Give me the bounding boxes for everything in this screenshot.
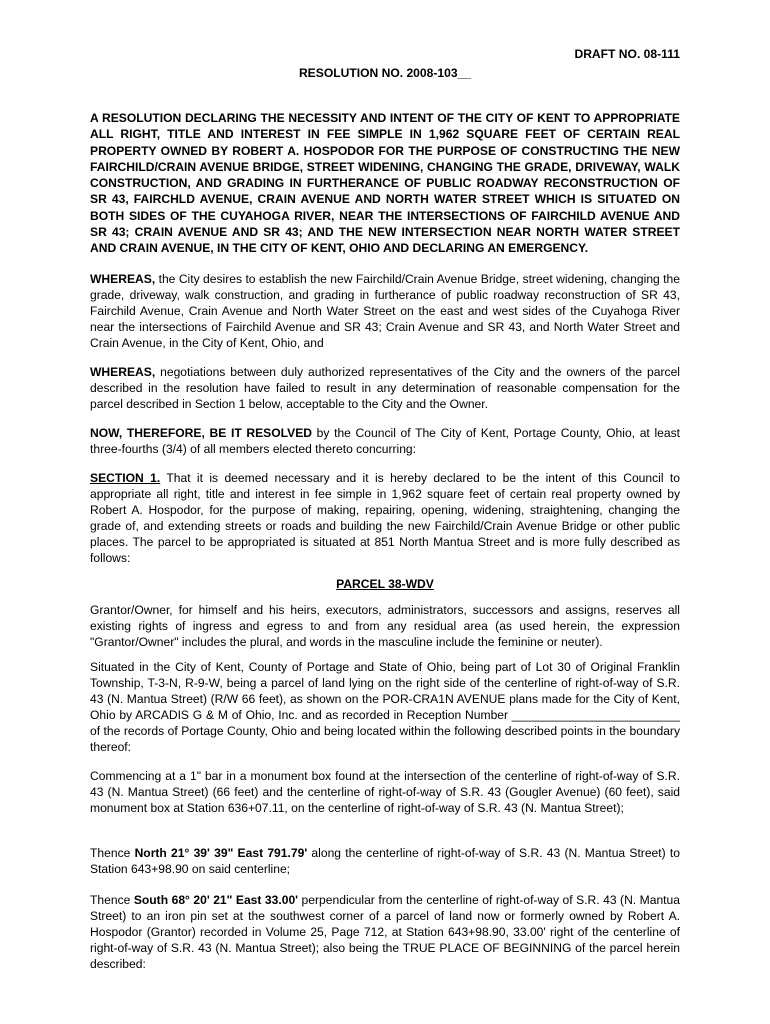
situated-paragraph: Situated in the City of Kent, County of Portage and State of Ohio, being part of Lot 30 of Original Franklin Township, T-3-N, R-9-W, being a parcel of land lying on the right side of the centerline of right-of-way of S.R. 43 (N. Mantua Street) (R/W 66 feet), as shown on the POR-CRA1N AVENUE plans made for the City of Kent, Ohio by ARCADIS G & M of Ohio, Inc. and as recorded in Reception Number _________________________ of the records of Portage County, Ohio and being located within the following described points in the boundary thereof: — [90, 659, 680, 754]
section-1-paragraph — [90, 470, 680, 566]
draft-number: DRAFT NO. 08-111 — [574, 47, 680, 61]
thence-paragraph-2 — [90, 892, 680, 972]
resolved-text: by the Council of The City of Kent, Portage County, Ohio, at least three-fourths (3/4) of all members elected thereto concurring: — [90, 425, 680, 456]
bearing-distance: North 21° 39' 39" East 791.79' — [134, 845, 308, 860]
resolved-paragraph — [90, 425, 680, 457]
resolution-number: RESOLUTION NO. 2008-103__ — [298, 66, 472, 80]
bearing-distance: South 68° 20' 21" East 33.00' — [133, 892, 299, 907]
thence-text: perpendicular from the centerline of right-of-way of S.R. 43 (N. Mantua Street) to an iron pin set at the southwest corner of a parcel of land now or formerly owned by Robert A. Hospodor (Grantor) recorded in Volume 25, Page 712, at Station 643+98.90, 33.00' right of the centerline of right-of-way of S.R. 43 (N. Mantua Street); also being the TRUE PLACE OF BEGINNING of the parcel herein described: — [90, 892, 680, 971]
whereas-text: negotiations between duly authorized representatives of the City and the owners of the parcel described in the resolution have failed to result in any determination of reasonable compensation for the parcel described in Section 1 below, acceptable to the City and the Owner. — [90, 364, 680, 411]
document-page — [90, 46, 680, 972]
section-1-text: That it is deemed necessary and it is hereby declared to be the intent of this Council to appropriate all right, title and interest in fee simple in 1,962 square feet of certain real property owned by Robert A. Hospodor, for the purpose of making, repairing, opening, widening, straightening, changing the grade of, and extending streets or roads and building the new Fairchild/Crain Avenue Bridge or other public places. The parcel to be appropriated is situated at 851 North Mantua Street and is more fully described as follows: — [90, 470, 681, 565]
whereas-text: the City desires to establish the new Fairchild/Crain Avenue Bridge, street widening, changing the grade, driveway, walk construction, and grading in furtherance of public roadway reconstruction of SR 43, Fairchild Avenue, Crain Avenue and North Water Street on the east and west sides of the Cuyahoga River near the intersections of Fairchild Avenue and SR 43; Crain Avenue and SR 43, and North Water Street and Crain Avenue, in the City of Kent, Ohio, and — [90, 271, 680, 350]
whereas-paragraph-1 — [90, 271, 680, 351]
commencing-paragraph: Commencing at a 1" bar in a monument box found at the intersection of the centerline of right-of-way of S.R. 43 (N. Mantua Street) (66 feet) and the centerline of right-of-way of S.R. 43 (Gougler Avenue) (60 feet), said monument box at Station 636+07.11, on the centerline of right-of-way of S.R. 43 (N. Mantua Street); — [90, 768, 680, 815]
whereas-paragraph-2 — [90, 364, 680, 412]
whereas-lead: WHEREAS, — [90, 364, 156, 379]
resolved-lead: NOW, THEREFORE, BE IT RESOLVED — [90, 425, 312, 440]
parcel-heading: PARCEL 38-WDV — [336, 576, 434, 591]
grantor-paragraph: Grantor/Owner, for himself and his heirs, executors, administrators, successors and assigns, reserves all existing rights of ingress and egress to and from any residual area (as used herein, the expression "Grantor/Owner" includes the plural, and words in the masculine include the feminine or neuter). — [90, 602, 680, 649]
section-1-heading: SECTION 1. — [90, 470, 161, 485]
thence-prefix: Thence — [90, 892, 134, 907]
thence-paragraph-1 — [90, 845, 680, 877]
resolution-title: A RESOLUTION DECLARING THE NECESSITY AND INTENT OF THE CITY OF KENT TO APPROPRIATE ALL RIGHT, TITLE AND INTEREST IN FEE SIMPLE IN 1,962 SQUARE FEET OF CERTAIN REAL PROPERTY OWNED BY ROBERT A. HOSPODOR FOR THE PURPOSE OF CONSTRUCTING THE NEW FAIRCHILD/CRAIN AVENUE BRIDGE, STREET WIDENING, CHANGING THE GRADE, DRIVEWAY, WALK CONSTRUCTION, AND GRADING IN FURTHERANCE OF PUBLIC ROADWAY RECONSTRUCTION OF SR 43, FAIRCHLD AVENUE, CRAIN AVENUE AND NORTH WATER STREET WHICH IS SITUATED ON BOTH SIDES OF THE CUYAHOGA RIVER, NEAR THE INTERSECTIONS OF FAIRCHILD AVENUE AND SR 43; CRAIN AVENUE AND SR 43; AND THE NEW INTERSECTION NEAR NORTH WATER STREET AND CRAIN AVENUE, IN THE CITY OF KENT, OHIO AND DECLARING AN EMERGENCY. — [90, 111, 680, 256]
whereas-lead: WHEREAS, — [90, 271, 156, 286]
thence-prefix: Thence — [90, 845, 135, 860]
thence-text: along the centerline of right-of-way of S.R. 43 (N. Mantua Street) to Station 643+98.90 on said centerline; — [90, 845, 680, 876]
